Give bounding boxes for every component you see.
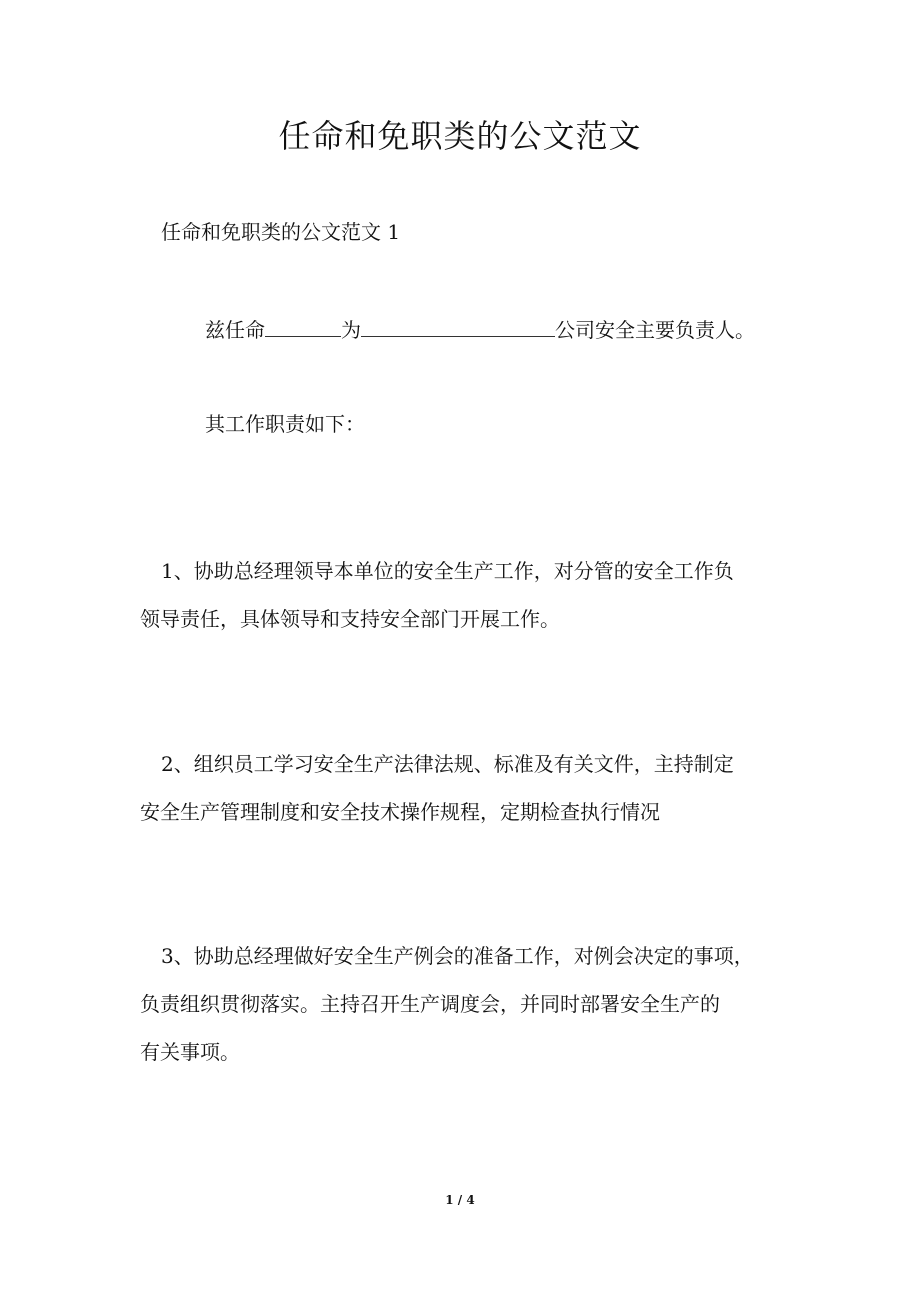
- appointment-line: [205, 312, 755, 348]
- duties-intro: 其工作职责如下：: [205, 412, 365, 436]
- duty-item-3-line-2: 负责组织贯彻落实。主持召开生产调度会，并同时部署安全生产的: [140, 992, 720, 1016]
- section-heading: 任命和免职类的公文范文 1: [161, 220, 401, 244]
- duty-item-3-line-3: 有关事项。: [140, 1040, 240, 1064]
- appointment-middle: 为: [341, 318, 361, 342]
- duty-item-1-line-2: 领导责任，具体领导和支持安全部门开展工作。: [140, 607, 560, 631]
- document-title: 任命和免职类的公文范文: [278, 117, 642, 155]
- appointment-prefix: 兹任命: [205, 318, 265, 342]
- page-number: 1 / 4: [445, 1193, 475, 1207]
- duty-item-2-line-2: 安全生产管理制度和安全技术操作规程，定期检查执行情况: [140, 800, 660, 824]
- duty-item-3-line-1: 3、协助总经理做好安全生产例会的准备工作，对例会决定的事项，: [161, 944, 754, 968]
- duty-item-2-line-1: 2、组织员工学习安全生产法律法规、标准及有关文件，主持制定: [161, 752, 734, 776]
- appointment-suffix: 公司安全主要负责人。: [555, 318, 755, 342]
- position-blank: [361, 314, 555, 337]
- duty-item-1-line-1: 1、协助总经理领导本单位的安全生产工作，对分管的安全工作负: [161, 559, 734, 583]
- name-blank: [265, 314, 341, 337]
